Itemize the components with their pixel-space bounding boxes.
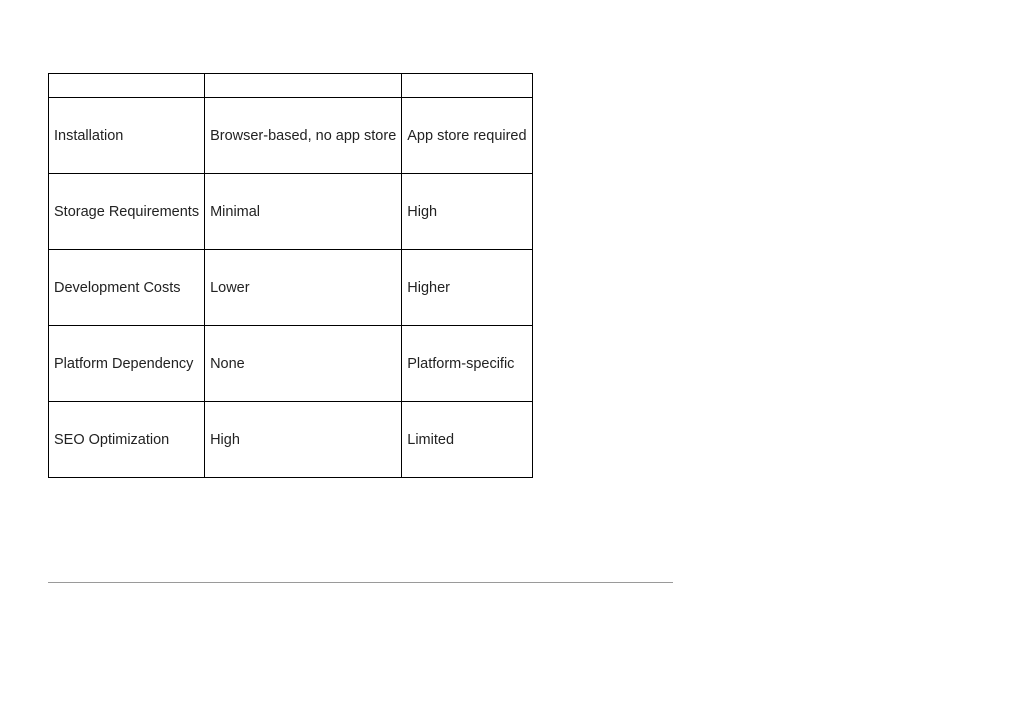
table-cell-web: None [205,326,402,402]
table-cell-native: Limited [402,402,532,478]
horizontal-rule [48,582,673,583]
table-cell-feature: Development Costs [49,250,205,326]
table-header-row [49,74,533,98]
table-row [49,326,533,402]
table-row [49,98,533,174]
table-header-cell [402,74,532,98]
table-cell-web: Browser-based, no app store [205,98,402,174]
table-cell-feature: SEO Optimization [49,402,205,478]
table-cell-feature: Installation [49,98,205,174]
comparison-table [48,73,533,478]
table-cell-native: High [402,174,532,250]
table-cell-web: Minimal [205,174,402,250]
table-cell-feature: Platform Dependency [49,326,205,402]
table-cell-web: High [205,402,402,478]
table-cell-native: App store required [402,98,532,174]
table-row [49,174,533,250]
table-cell-native: Higher [402,250,532,326]
table-header-cell [49,74,205,98]
table-header-cell [205,74,402,98]
table-row [49,402,533,478]
table-cell-native: Platform-specific [402,326,532,402]
table-cell-web: Lower [205,250,402,326]
table-cell-feature: Storage Requirements [49,174,205,250]
table-row [49,250,533,326]
